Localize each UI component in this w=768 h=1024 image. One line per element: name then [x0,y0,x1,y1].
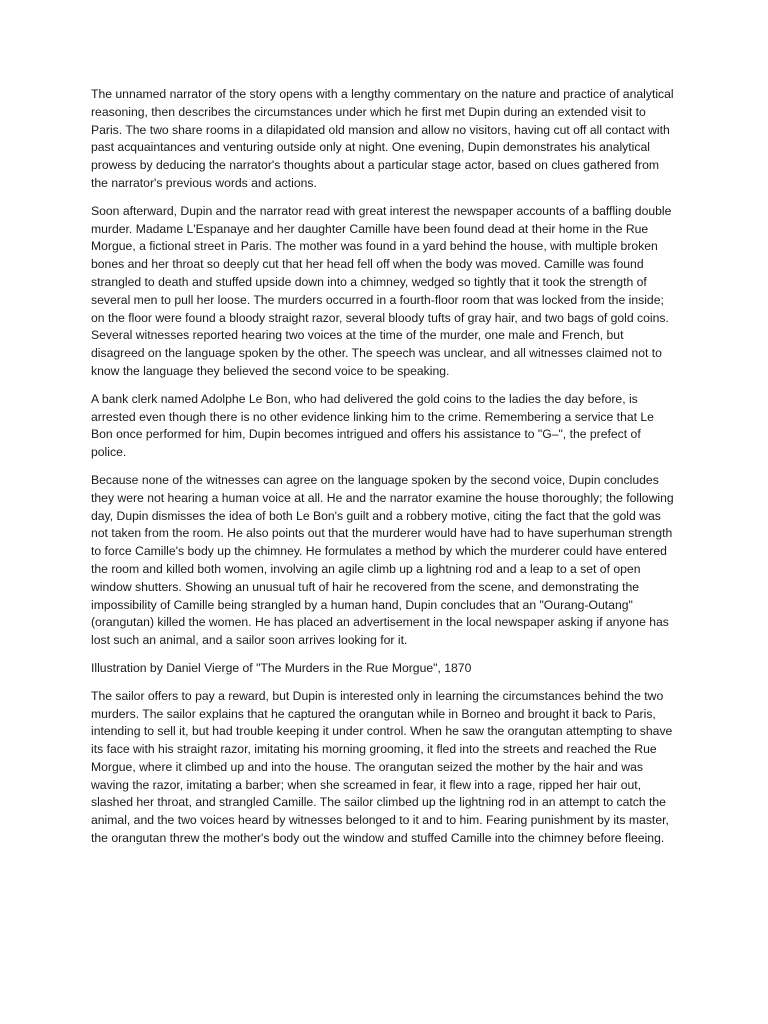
paragraph-le-bon-arrest: A bank clerk named Adolphe Le Bon, who had delivered the gold coins to the ladies the day before, is arrested even though there is no other evidence linking him to the crime. Remembering a service that Le Bon once performed for him, Dupin becomes intrigued and offers his assistance to "G–", the prefect of police. [91,391,654,460]
paragraph-dupin-deduction: Because none of the witnesses can agree on the language spoken by the second voice, Dupin concludes they were not hearing a human voice at all. He and the narrator examine the house thoroughly; the following day, Dupin dismisses the idea of both Le Bon's guilt and a robbery motive, citing the fact that the gold was not taken from the room. He also points out that the murderer would have had to have superhuman strength to force Camille's body up the chimney. He formulates a method by which the murderer could have entered the room and killed both women, involving an agile climb up a lightning rod and a leap to a set of open window shutters. Showing an unusual tuft of hair he recovered from the scene, and demonstrating the impossibility of Camille being strangled by a human hand, Dupin concludes that an "Ourang-Outang" (orangutan) killed the women. He has placed an advertisement in the local newspaper asking if anyone has lost such an animal, and a sailor soon arrives looking for it. [91,472,674,648]
paragraph-narrator-intro: The unnamed narrator of the story opens with a lengthy commentary on the nature and practice of analytical reasoning, then describes the circumstances under which he first met Dupin during an extended visit to Paris. The two share rooms in a dilapidated old mansion and allow no visitors, having cut off all contact with past acquaintances and venturing outside only at night. One evening, Dupin demonstrates his analytical prowess by deducing the narrator's thoughts about a particular stage actor, based on clues gathered from the narrator's previous words and actions. [91,87,674,190]
paragraph-double-murder: Soon afterward, Dupin and the narrator read with great interest the newspaper accounts of a baffling double murder. Madame L'Espanaye and her daughter Camille have been found dead at their home in the Rue Morgue, a fictional street in Paris. The mother was found in a yard behind the house, with multiple broken bones and her throat so deeply cut that her head fell off when the body was moved. Camille was found strangled to death and stuffed upside down into a chimney, wedged so tightly that it took the strength of several men to pull her loose. The murders occurred in a fourth-floor room that was locked from the inside; on the floor were found a bloody straight razor, several bloody tufts of gray hair, and two bags of gold coins. Several witnesses reported hearing two voices at the time of the murder, one male and French, but disagreed on the language spoken by the other. The speech was unclear, and all witnesses claimed not to know the language they believed the second voice to be speaking. [91,203,672,378]
paragraph-sailor-explanation: The sailor offers to pay a reward, but Dupin is interested only in learning the circumstances behind the two murders. The sailor explains that he captured the orangutan while in Borneo and brought it back to Paris, intending to sell it, but had trouble keeping it under control. When he saw the orangutan attempting to shave its face with his straight razor, imitating his morning grooming, it fled into the streets and reached the Rue Morgue, where it climbed up and into the house. The orangutan seized the mother by the hair and was waving the razor, imitating a barber; when she screamed in fear, it flew into a rage, ripped her hair out, slashed her throat, and strangled Camille. The sailor climbed up the lightning rod in an attempt to catch the animal, and the two voices heard by witnesses belonged to it and to him. Fearing punishment by its master, the orangutan threw the mother's body out the window and stuffed Camille into the chimney before fleeing. [91,688,673,846]
paragraph-illustration-caption: Illustration by Daniel Vierge of "The Murders in the Rue Morgue", 1870 [91,660,472,675]
document-page [91,86,677,858]
